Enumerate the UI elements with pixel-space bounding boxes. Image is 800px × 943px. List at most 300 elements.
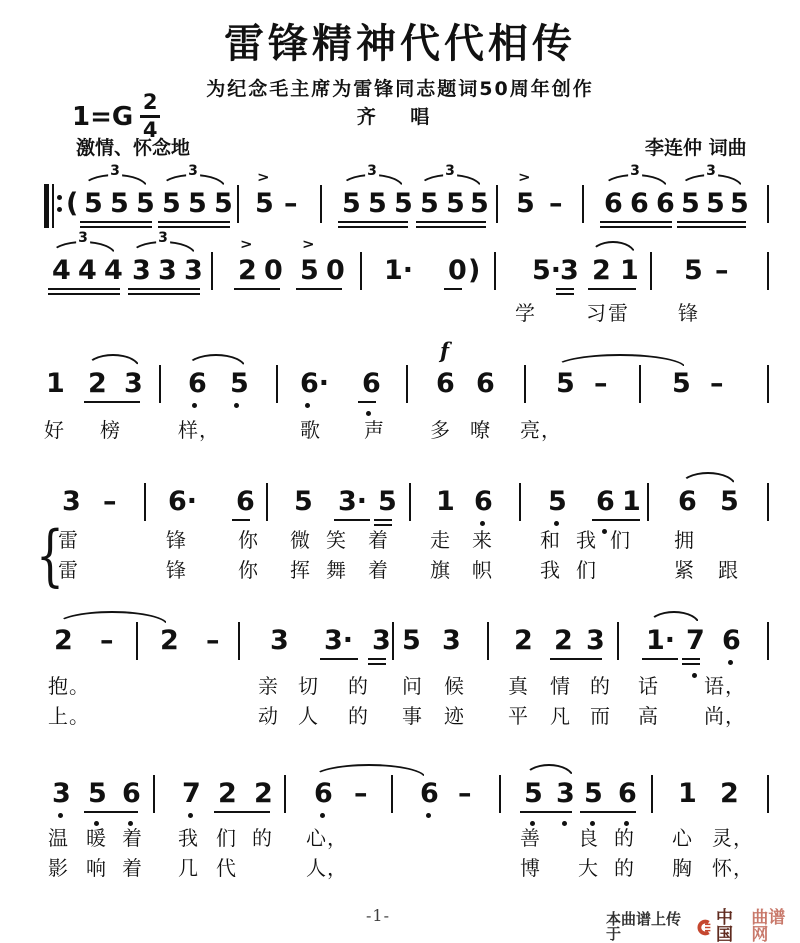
lyric-char: 事 [402, 704, 423, 728]
accent-mark: > [240, 235, 253, 253]
beam-line [358, 401, 376, 403]
barline [392, 622, 394, 660]
lyric-char: 动 [258, 704, 279, 728]
note-glyph: 2 [720, 778, 739, 809]
lyric-char: 暖 [86, 826, 107, 850]
lyric-char: 和 [540, 528, 561, 552]
lyric-char: 拥 [674, 528, 695, 552]
note-glyph: 6 [420, 778, 439, 809]
note-glyph: 5 [255, 188, 274, 219]
lyric-char: 真 [508, 674, 529, 698]
repeat-begin-dot [57, 207, 62, 212]
note-glyph: 0 [264, 255, 283, 286]
beam-line [556, 288, 574, 290]
lyric-char: 良 [578, 826, 599, 850]
lyric-char: 帜 [472, 558, 493, 582]
slur-arc [56, 611, 168, 625]
note-glyph: 5 [706, 188, 725, 219]
note-glyph: 5 [84, 188, 103, 219]
lyric-char: 怀， [712, 856, 754, 880]
lyric-char: 我 [178, 826, 199, 850]
lyric-char: 凡 [550, 704, 571, 728]
barline [582, 185, 584, 223]
lyric-char: 旗 [430, 558, 451, 582]
note-glyph: 4 [78, 255, 97, 286]
note-glyph: 5 [342, 188, 361, 219]
lyric-char: 响 [86, 856, 107, 880]
note-glyph: 1 [46, 368, 65, 399]
slur-arc [524, 764, 574, 778]
note-glyph: 3 [62, 486, 81, 517]
octave-dot [554, 521, 559, 526]
lyric-char: 们 [576, 558, 597, 582]
beam-line [374, 524, 392, 526]
lyric-char: 歌 [300, 418, 321, 442]
note-glyph: 5 [214, 188, 233, 219]
barline [409, 483, 411, 521]
note-glyph: 3 [442, 625, 461, 656]
repeat-begin-dot [57, 195, 62, 200]
octave-dot [426, 813, 431, 818]
note-glyph: 5 [420, 188, 439, 219]
lyric-char: 亲 [258, 674, 279, 698]
lyric-char: 雷 [608, 301, 629, 325]
note-glyph: – [284, 188, 298, 219]
octave-dot [305, 403, 310, 408]
beam-line [677, 221, 746, 223]
barline [276, 365, 278, 403]
note-glyph: 5 [681, 188, 700, 219]
site-name-light: 曲谱网 [751, 908, 786, 943]
lyric-char: 好 [44, 418, 65, 442]
note-glyph: 2 [254, 778, 273, 809]
dedication-subtitle: 为纪念毛主席为雷锋同志题词50周年创作 [206, 78, 594, 100]
lyric-char: 候 [444, 674, 465, 698]
lyric-char: 尚， [704, 704, 746, 728]
lyric-char: 跟 [718, 558, 739, 582]
note-glyph: 5 [672, 368, 691, 399]
note-glyph: 5 [402, 625, 421, 656]
octave-dot [234, 403, 239, 408]
dynamic-mark: f [440, 338, 450, 363]
beam-line [588, 288, 636, 290]
lyric-char: 话 [638, 674, 659, 698]
lyric-char: 们 [610, 528, 631, 552]
lyric-char: 善 [520, 826, 541, 850]
note-glyph: 1· [384, 255, 414, 286]
note-glyph: 0 [448, 255, 467, 286]
note-glyph: 2 [88, 368, 107, 399]
note-glyph: 6 [656, 188, 675, 219]
octave-dot [58, 813, 63, 818]
note-glyph: ) [468, 255, 481, 286]
lyric-char: 人， [306, 856, 348, 880]
lyric-char: 雷 [58, 528, 79, 552]
slur-arc [680, 472, 736, 486]
note-glyph: 5· [532, 255, 562, 286]
note-glyph: – [715, 255, 729, 286]
barline [211, 252, 213, 290]
note-glyph: 1 [678, 778, 697, 809]
beam-line [682, 658, 700, 660]
note-glyph: 6 [436, 368, 455, 399]
note-glyph: 2 [160, 625, 179, 656]
beam-line [550, 658, 602, 660]
note-glyph: 6 [596, 486, 615, 517]
beam-line [80, 226, 152, 228]
note-glyph: 5 [516, 188, 535, 219]
lyric-char: 语， [704, 674, 746, 698]
beam-line [682, 663, 700, 665]
note-glyph: 4 [104, 255, 123, 286]
beam-line [600, 221, 672, 223]
octave-dot [366, 411, 371, 416]
note-glyph: 1 [620, 255, 639, 286]
note-glyph: 5 [88, 778, 107, 809]
octave-dot [320, 813, 325, 818]
barline [650, 252, 652, 290]
lyric-char: 习 [586, 301, 607, 325]
lyric-char: 几 [178, 856, 199, 880]
octave-dot [562, 821, 567, 826]
lyric-char: 博 [520, 856, 541, 880]
lyric-char: 紧 [674, 558, 695, 582]
barline [320, 185, 322, 223]
accent-mark: > [257, 168, 270, 186]
watermark-text: 本曲谱上传于 [606, 910, 682, 943]
lyric-char: 亮， [520, 418, 562, 442]
note-glyph: 2 [554, 625, 573, 656]
beam-line [334, 519, 370, 521]
note-glyph: 6 [188, 368, 207, 399]
repeat-begin-thick-bar [44, 184, 49, 228]
lyric-char: 挥 [290, 558, 311, 582]
octave-dot [480, 521, 485, 526]
note-glyph: 4 [52, 255, 71, 286]
note-glyph: 1· [646, 625, 676, 656]
note-glyph: 5 [720, 486, 739, 517]
note-glyph: 2 [54, 625, 73, 656]
page-title: 雷锋精神代代相传 [224, 21, 576, 67]
barline [767, 775, 769, 813]
note-glyph: – [710, 368, 724, 399]
lyric-char: 情 [550, 674, 571, 698]
lyric-char: 上。 [48, 704, 90, 728]
note-glyph: 6 [618, 778, 637, 809]
lyric-char: 锋 [166, 558, 187, 582]
note-glyph: 5 [110, 188, 129, 219]
note-glyph: 3 [560, 255, 579, 286]
lyric-char: 平 [508, 704, 529, 728]
note-glyph: 5 [556, 368, 575, 399]
note-glyph: 6 [476, 368, 495, 399]
lyric-char: 多 [430, 418, 451, 442]
note-glyph: 6 [474, 486, 493, 517]
slur-arc [312, 764, 426, 778]
tempo-marking: 激情、怀念地 [76, 137, 191, 159]
note-glyph: – [354, 778, 368, 809]
barline [360, 252, 362, 290]
time-signature-numerator: 2 [142, 90, 158, 114]
lyric-char: 灵， [712, 826, 754, 850]
note-glyph: 3· [338, 486, 368, 517]
beam-line [48, 288, 120, 290]
slur-arc [590, 241, 636, 255]
note-glyph: 6 [314, 778, 333, 809]
note-glyph: 3 [158, 255, 177, 286]
beam-line [368, 663, 386, 665]
lyric-char: 的 [614, 856, 635, 880]
beam-line [556, 293, 574, 295]
barline [159, 365, 161, 403]
note-glyph: 5 [294, 486, 313, 517]
note-glyph: 3 [184, 255, 203, 286]
note-glyph: 7 [182, 778, 201, 809]
barline [524, 365, 526, 403]
lyric-char: 我 [576, 528, 597, 552]
barline [237, 185, 239, 223]
lyric-char: 代 [216, 856, 237, 880]
beam-line [338, 226, 408, 228]
note-glyph: 3 [372, 625, 391, 656]
note-glyph: – [206, 625, 220, 656]
lyric-char: 的 [348, 704, 369, 728]
barline [487, 622, 489, 660]
note-glyph: 5 [548, 486, 567, 517]
barline [238, 622, 240, 660]
note-glyph: 6 [722, 625, 741, 656]
beam-line [374, 519, 392, 521]
barline [767, 185, 769, 223]
note-glyph: 5 [188, 188, 207, 219]
note-glyph: 6 [236, 486, 255, 517]
barline [266, 483, 268, 521]
lyric-char: 切 [298, 674, 319, 698]
slur-arc [554, 354, 686, 368]
triplet-number: 3 [188, 163, 198, 179]
note-glyph: 5 [584, 778, 603, 809]
note-glyph: 2 [592, 255, 611, 286]
barline [406, 365, 408, 403]
note-glyph: 3 [52, 778, 71, 809]
note-glyph: 1 [436, 486, 455, 517]
triplet-number: 3 [78, 230, 88, 246]
barline [647, 483, 649, 521]
note-glyph: 3 [586, 625, 605, 656]
slur-arc [186, 354, 246, 368]
beam-line [338, 221, 408, 223]
lyric-char: 着 [368, 528, 389, 552]
beam-line [677, 226, 746, 228]
beam-line [234, 288, 280, 290]
note-glyph: 2 [238, 255, 257, 286]
lyric-char: 锋 [678, 301, 699, 325]
lyric-char: 抱。 [48, 674, 90, 698]
lyric-char: 笑 [326, 528, 347, 552]
verse-brace: { [36, 518, 64, 595]
lyric-char: 着 [122, 826, 143, 850]
lyric-char: 雷 [58, 558, 79, 582]
note-glyph: 5 [730, 188, 749, 219]
lyric-char: 着 [368, 558, 389, 582]
lyric-char: 问 [402, 674, 423, 698]
lyric-char: 我 [540, 558, 561, 582]
lyric-char: 温 [48, 826, 69, 850]
beam-line [368, 658, 386, 660]
note-glyph: 5 [470, 188, 489, 219]
octave-dot [692, 673, 697, 678]
triplet-number: 3 [445, 163, 455, 179]
beam-line [214, 811, 270, 813]
lyric-char: 的 [614, 826, 635, 850]
lyric-char: 大 [578, 856, 599, 880]
note-glyph: 6 [604, 188, 623, 219]
accent-mark: > [302, 235, 315, 253]
beam-line [600, 226, 672, 228]
page-number: -1- [366, 906, 390, 925]
barline [136, 622, 138, 660]
note-glyph: 5 [136, 188, 155, 219]
note-glyph: 2 [218, 778, 237, 809]
note-glyph: – [100, 625, 114, 656]
note-glyph: 5 [162, 188, 181, 219]
lyric-char: 声 [364, 418, 385, 442]
site-name-dark: 中国 [716, 908, 733, 943]
lyric-char: 的 [252, 826, 273, 850]
barline [496, 185, 498, 223]
lyric-char: 人 [298, 704, 319, 728]
barline [651, 775, 653, 813]
note-glyph: 5 [684, 255, 703, 286]
lyric-char: 胸 [672, 856, 693, 880]
beam-line [48, 293, 120, 295]
barline [767, 252, 769, 290]
beam-line [320, 658, 358, 660]
beam-line [416, 226, 486, 228]
note-glyph: 6 [362, 368, 381, 399]
note-glyph: 3 [132, 255, 151, 286]
beam-line [592, 519, 640, 521]
beam-line [80, 221, 152, 223]
note-glyph: 3 [270, 625, 289, 656]
triplet-number: 3 [110, 163, 120, 179]
lyric-char: 们 [216, 826, 237, 850]
lyric-char: 影 [48, 856, 69, 880]
octave-dot [188, 813, 193, 818]
note-glyph: 6 [678, 486, 697, 517]
lyric-char: 来 [472, 528, 493, 552]
lyric-char: 走 [430, 528, 451, 552]
lyric-char: 高 [638, 704, 659, 728]
lyric-char: 学 [515, 301, 536, 325]
barline [391, 775, 393, 813]
lyric-char: 而 [590, 704, 611, 728]
beam-line [128, 288, 200, 290]
lyric-char: 心， [306, 826, 348, 850]
beam-line [158, 226, 230, 228]
note-glyph: 3 [124, 368, 143, 399]
barline [519, 483, 521, 521]
octave-dot [192, 403, 197, 408]
octave-dot [602, 529, 607, 534]
note-glyph: 5 [368, 188, 387, 219]
octave-dot [728, 660, 733, 665]
lyric-char: 迹 [444, 704, 465, 728]
composer-credit: 李连仲 词曲 [645, 137, 747, 159]
note-glyph: 6 [122, 778, 141, 809]
note-glyph: 3· [324, 625, 354, 656]
beam-line [128, 293, 200, 295]
note-glyph: 6 [630, 188, 649, 219]
note-glyph: 6· [168, 486, 198, 517]
triplet-number: 3 [630, 163, 640, 179]
beam-line [642, 658, 678, 660]
note-glyph: 7 [686, 625, 705, 656]
triplet-number: 3 [158, 230, 168, 246]
lyric-char: 的 [348, 674, 369, 698]
note-glyph: 5 [524, 778, 543, 809]
lyric-char: 着 [122, 856, 143, 880]
beam-line [416, 221, 486, 223]
triplet-number: 3 [367, 163, 377, 179]
note-glyph: – [103, 486, 117, 517]
lyric-char: 你 [238, 528, 259, 552]
slur-arc [648, 611, 700, 625]
lyric-char: 嘹 [470, 418, 491, 442]
ensemble-label: 齐 唱 [356, 106, 444, 128]
beam-line [232, 519, 250, 521]
note-glyph: 0 [326, 255, 345, 286]
barline [494, 252, 496, 290]
beam-line [84, 811, 138, 813]
repeat-begin-thin-bar [52, 184, 54, 228]
note-glyph: 5 [394, 188, 413, 219]
note-glyph: 5 [378, 486, 397, 517]
note-glyph: 5 [300, 255, 319, 286]
lyric-char: 的 [590, 674, 611, 698]
lyric-char: 微 [290, 528, 311, 552]
lyric-char: 锋 [166, 528, 187, 552]
site-logo-icon [696, 919, 712, 936]
lyric-char: 样， [178, 418, 220, 442]
note-glyph: 2 [514, 625, 533, 656]
barline [767, 483, 769, 521]
beam-line [296, 288, 342, 290]
slur-arc [86, 354, 140, 368]
beam-line [520, 811, 572, 813]
note-glyph: – [594, 368, 608, 399]
beam-line [444, 288, 462, 290]
note-glyph: – [458, 778, 472, 809]
barline [144, 483, 146, 521]
lyric-char: 心 [672, 826, 693, 850]
triplet-number: 3 [706, 163, 716, 179]
beam-line [158, 221, 230, 223]
note-glyph: 6· [300, 368, 330, 399]
barline [499, 775, 501, 813]
note-glyph: 1 [622, 486, 641, 517]
accent-mark: > [518, 168, 531, 186]
watermark [606, 910, 800, 943]
barline [617, 622, 619, 660]
key-label: 1=G [72, 101, 134, 132]
lyric-char: 榜 [100, 418, 121, 442]
note-glyph: 5 [230, 368, 249, 399]
lyric-char: 舞 [326, 558, 347, 582]
barline [767, 622, 769, 660]
barline [767, 365, 769, 403]
barline [639, 365, 641, 403]
